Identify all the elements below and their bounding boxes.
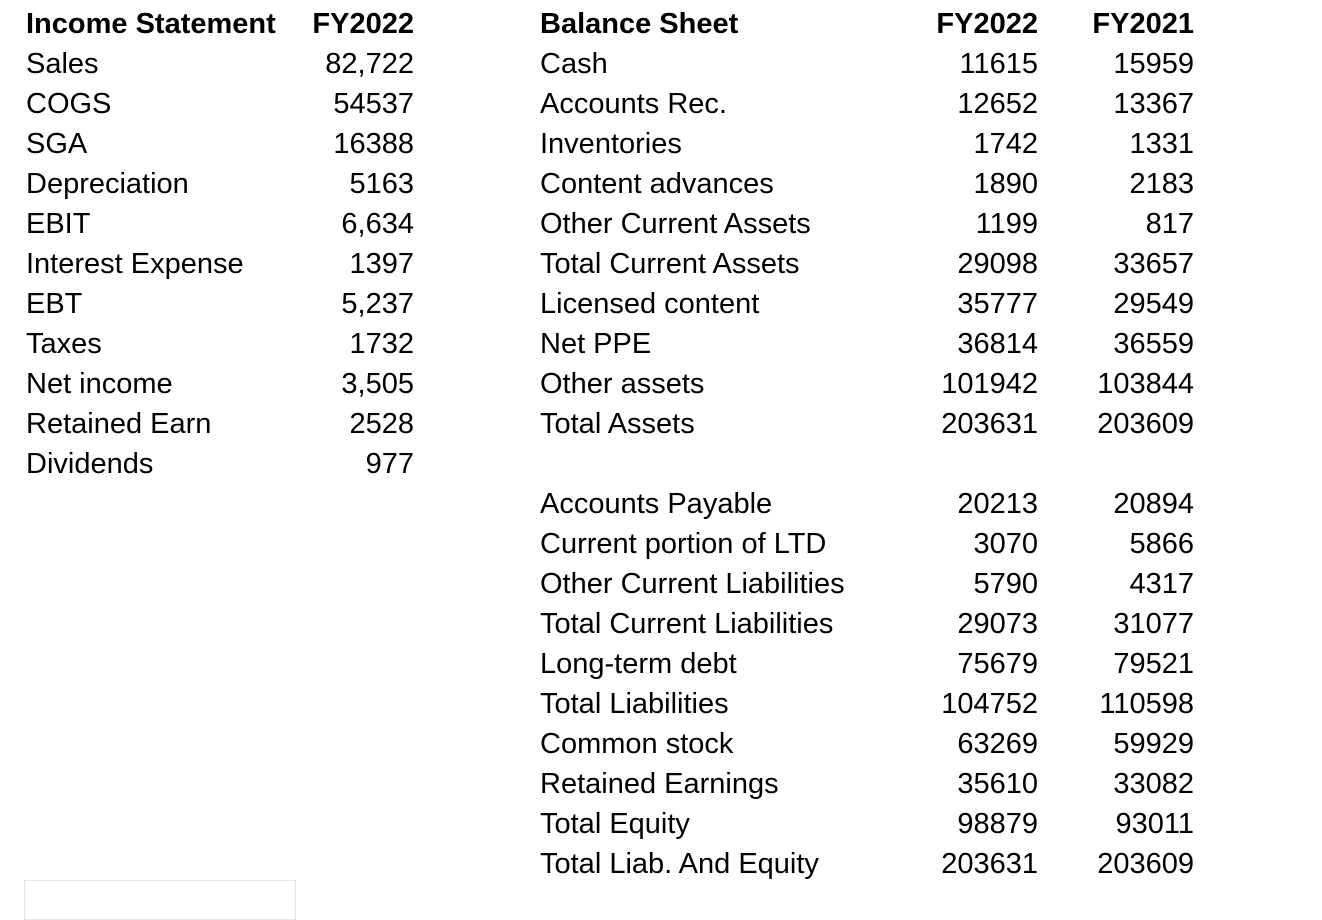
income-row-interest-expense bbox=[26, 244, 426, 284]
row-value-fy2021: 203609 bbox=[1097, 408, 1194, 440]
row-value-fy2022: 63269 bbox=[957, 728, 1038, 760]
row-value-fy2022: 29073 bbox=[957, 608, 1038, 640]
income-row-ebt bbox=[26, 284, 426, 324]
row-label: Total Current Assets bbox=[540, 248, 800, 280]
row-value-fy2021: 103844 bbox=[1097, 368, 1194, 400]
balance-row-licensed-content bbox=[540, 284, 1210, 324]
row-value-fy2022: 12652 bbox=[957, 88, 1038, 120]
row-label: Dividends bbox=[26, 448, 154, 480]
row-value-fy2022: 11615 bbox=[959, 48, 1038, 80]
balance-row-total-assets bbox=[540, 404, 1210, 444]
row-label: Content advances bbox=[540, 168, 774, 200]
row-value-fy2021: 13367 bbox=[1113, 88, 1194, 120]
income-row-taxes bbox=[26, 324, 426, 364]
row-label: Total Assets bbox=[540, 408, 695, 440]
row-label: Taxes bbox=[26, 328, 102, 360]
row-value: 5163 bbox=[349, 168, 414, 200]
balance-row-content-advances bbox=[540, 164, 1210, 204]
income-statement-title: Income Statement bbox=[26, 8, 276, 40]
row-value-fy2022: 104752 bbox=[941, 688, 1038, 720]
balance-row-net-ppe bbox=[540, 324, 1210, 364]
row-value-fy2021: 2183 bbox=[1129, 168, 1194, 200]
row-label: Other assets bbox=[540, 368, 705, 400]
balance-row-other-current-liabilities bbox=[540, 564, 1210, 604]
row-value-fy2022: 1742 bbox=[973, 128, 1038, 160]
income-statement-table bbox=[26, 4, 426, 484]
row-value-fy2021: 79521 bbox=[1113, 648, 1194, 680]
row-label: Common stock bbox=[540, 728, 734, 760]
row-label: Total Equity bbox=[540, 808, 690, 840]
row-label: Retained Earnings bbox=[540, 768, 779, 800]
empty-cell-box bbox=[24, 880, 296, 920]
section-spacer bbox=[540, 444, 1210, 484]
balance-row-total-current-liabilities bbox=[540, 604, 1210, 644]
balance-sheet-fy2021-header: FY2021 bbox=[1092, 8, 1194, 40]
income-statement-year-header: FY2022 bbox=[312, 8, 414, 40]
row-value-fy2022: 3070 bbox=[973, 528, 1038, 560]
row-label: Other Current Assets bbox=[540, 208, 811, 240]
row-label: COGS bbox=[26, 88, 112, 120]
row-label: SGA bbox=[26, 128, 88, 160]
row-label: Long-term debt bbox=[540, 648, 737, 680]
balance-row-other-assets bbox=[540, 364, 1210, 404]
row-value-fy2021: 20894 bbox=[1113, 488, 1194, 520]
row-value-fy2022: 203631 bbox=[941, 848, 1038, 880]
row-value: 5,237 bbox=[341, 288, 414, 320]
row-label: Sales bbox=[26, 48, 99, 80]
row-value-fy2021: 15959 bbox=[1113, 48, 1194, 80]
row-value-fy2022: 5790 bbox=[973, 568, 1038, 600]
row-label: Accounts Payable bbox=[540, 488, 773, 520]
balance-row-cash bbox=[540, 44, 1210, 84]
row-label: Total Liabilities bbox=[540, 688, 729, 720]
row-value-fy2021: 817 bbox=[1145, 208, 1194, 240]
row-label: Depreciation bbox=[26, 168, 189, 200]
row-value: 977 bbox=[365, 448, 414, 480]
income-statement-header-row bbox=[26, 4, 426, 44]
balance-row-total-equity bbox=[540, 804, 1210, 844]
balance-row-accounts-payable bbox=[540, 484, 1210, 524]
row-label: Retained Earn bbox=[26, 408, 212, 440]
row-label: Accounts Rec. bbox=[540, 88, 727, 120]
row-value-fy2021: 33657 bbox=[1113, 248, 1194, 280]
balance-row-current-portion-ltd bbox=[540, 524, 1210, 564]
row-value-fy2022: 203631 bbox=[941, 408, 1038, 440]
row-value: 54537 bbox=[333, 88, 414, 120]
row-value-fy2022: 36814 bbox=[957, 328, 1038, 360]
row-value: 6,634 bbox=[341, 208, 414, 240]
row-value-fy2022: 101942 bbox=[941, 368, 1038, 400]
row-label: Total Current Liabilities bbox=[540, 608, 834, 640]
income-row-depreciation bbox=[26, 164, 426, 204]
balance-row-total-liabilities bbox=[540, 684, 1210, 724]
row-value-fy2021: 1331 bbox=[1129, 128, 1194, 160]
row-value-fy2021: 93011 bbox=[1115, 808, 1194, 840]
row-value: 16388 bbox=[333, 128, 414, 160]
row-value: 1397 bbox=[349, 248, 414, 280]
row-value-fy2022: 1199 bbox=[975, 208, 1038, 240]
row-value-fy2021: 110598 bbox=[1099, 688, 1194, 720]
income-row-cogs bbox=[26, 84, 426, 124]
row-label: Net PPE bbox=[540, 328, 652, 360]
row-label: Current portion of LTD bbox=[540, 528, 827, 560]
balance-row-other-current-assets bbox=[540, 204, 1210, 244]
balance-row-common-stock bbox=[540, 724, 1210, 764]
row-value-fy2021: 33082 bbox=[1113, 768, 1194, 800]
row-value-fy2022: 35610 bbox=[957, 768, 1038, 800]
row-label: Inventories bbox=[540, 128, 682, 160]
row-label: EBIT bbox=[26, 208, 91, 240]
row-value-fy2022: 20213 bbox=[957, 488, 1038, 520]
row-label: Interest Expense bbox=[26, 248, 244, 280]
row-value-fy2021: 4317 bbox=[1129, 568, 1194, 600]
balance-row-total-current-assets bbox=[540, 244, 1210, 284]
row-value-fy2021: 31077 bbox=[1113, 608, 1194, 640]
balance-row-long-term-debt bbox=[540, 644, 1210, 684]
row-value-fy2022: 1890 bbox=[973, 168, 1038, 200]
balance-row-accounts-rec bbox=[540, 84, 1210, 124]
balance-sheet-fy2022-header: FY2022 bbox=[936, 8, 1038, 40]
row-value-fy2021: 59929 bbox=[1113, 728, 1194, 760]
income-row-dividends bbox=[26, 444, 426, 484]
income-row-net-income bbox=[26, 364, 426, 404]
row-label: Other Current Liabilities bbox=[540, 568, 845, 600]
balance-row-retained-earnings bbox=[540, 764, 1210, 804]
income-row-retained-earn bbox=[26, 404, 426, 444]
row-value-fy2022: 29098 bbox=[957, 248, 1038, 280]
row-value: 1732 bbox=[349, 328, 414, 360]
row-value-fy2021: 5866 bbox=[1129, 528, 1194, 560]
balance-row-inventories bbox=[540, 124, 1210, 164]
row-label: Net income bbox=[26, 368, 173, 400]
row-label: Licensed content bbox=[540, 288, 760, 320]
row-value: 3,505 bbox=[341, 368, 414, 400]
balance-row-total-liab-and-equity bbox=[540, 844, 1210, 884]
row-value: 82,722 bbox=[325, 48, 414, 80]
balance-sheet-header-row bbox=[540, 4, 1210, 44]
row-label: Cash bbox=[540, 48, 608, 80]
row-value-fy2021: 29549 bbox=[1113, 288, 1194, 320]
row-label: Total Liab. And Equity bbox=[540, 848, 819, 880]
row-value-fy2021: 203609 bbox=[1097, 848, 1194, 880]
row-value: 2528 bbox=[349, 408, 414, 440]
row-value-fy2021: 36559 bbox=[1113, 328, 1194, 360]
row-value-fy2022: 75679 bbox=[957, 648, 1038, 680]
income-row-ebit bbox=[26, 204, 426, 244]
row-label: EBT bbox=[26, 288, 83, 320]
balance-sheet-table bbox=[540, 4, 1210, 884]
income-row-sga bbox=[26, 124, 426, 164]
income-row-sales bbox=[26, 44, 426, 84]
balance-sheet-title: Balance Sheet bbox=[540, 8, 739, 40]
row-value-fy2022: 98879 bbox=[957, 808, 1038, 840]
row-value-fy2022: 35777 bbox=[957, 288, 1038, 320]
